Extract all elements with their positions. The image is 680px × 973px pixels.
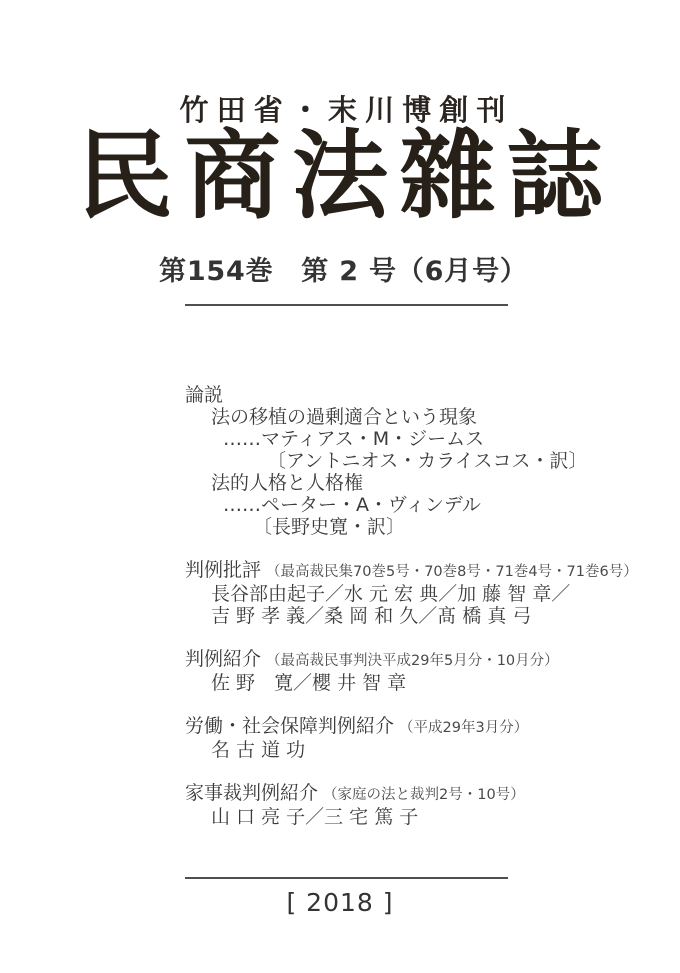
toc-article-title-text: 法的人格と人格権 bbox=[211, 472, 364, 494]
toc-author-line bbox=[185, 806, 585, 828]
toc-section-ronsetsu bbox=[185, 384, 585, 406]
toc-section-kaji-saibanrei bbox=[185, 782, 585, 806]
journal-title: 民商法雜誌 bbox=[76, 119, 615, 232]
toc-author-text: 名 古 道 功 bbox=[211, 739, 306, 761]
toc-author-line bbox=[185, 739, 585, 761]
publication-year: [ 2018 ] bbox=[286, 888, 394, 917]
toc-author-text: 吉 野 孝 義／桑 岡 和 久／髙 橋 真 弓 bbox=[211, 605, 532, 627]
toc-section-label: 論説 bbox=[185, 384, 224, 406]
issue-volume-number: 第154巻 第 2 号（6月号） bbox=[159, 256, 528, 287]
toc-section-label: 家事裁判例紹介 bbox=[185, 782, 319, 804]
toc-author-text: ……ペーター・A・ヴィンデル bbox=[223, 494, 481, 516]
table-of-contents bbox=[185, 384, 638, 828]
toc-article-title bbox=[185, 472, 585, 494]
toc-author-line bbox=[185, 494, 585, 516]
toc-author-line bbox=[185, 672, 585, 694]
divider-bottom bbox=[185, 877, 508, 879]
toc-author-text: 佐 野 寛／櫻 井 智 章 bbox=[211, 672, 407, 694]
toc-section-note: （平成29年3月分） bbox=[399, 720, 529, 736]
toc-author-line bbox=[185, 583, 585, 605]
toc-article-title bbox=[185, 406, 585, 428]
toc-author-line bbox=[185, 428, 585, 450]
toc-translator-line bbox=[185, 450, 588, 472]
founders-line: 竹田省・末川博創刊 bbox=[179, 93, 514, 127]
toc-translator-line bbox=[185, 516, 585, 538]
toc-author-text: ……マティアス・M・ジームス bbox=[223, 428, 485, 450]
toc-section-note: （最高裁民事判決平成29年5月分・10月分） bbox=[266, 653, 559, 669]
toc-section-label: 判例紹介 bbox=[185, 648, 262, 670]
toc-section-hanrei-hihyo bbox=[185, 559, 638, 583]
toc-section-note: （最高裁民集70巻5号・70巻8号・71巻4号・71巻6号） bbox=[266, 564, 638, 580]
divider-top bbox=[185, 304, 508, 306]
toc-section-label: 労働・社会保障判例紹介 bbox=[185, 715, 395, 737]
toc-article-title-text: 法の移植の過剰適合という現象 bbox=[211, 406, 478, 428]
toc-section-label: 判例批評 bbox=[185, 559, 262, 581]
toc-section-hanrei-shokai bbox=[185, 648, 585, 672]
toc-author-text: 長谷部由起子／水 元 宏 典／加 藤 智 章／ bbox=[211, 583, 571, 605]
toc-section-note: （家庭の法と裁判2号・10号） bbox=[323, 787, 525, 803]
toc-author-line bbox=[185, 605, 585, 627]
toc-translator-text: 〔長野史寛・訳〕 bbox=[253, 516, 406, 538]
toc-translator-text: 〔アントニオス・カライスコス・訳〕 bbox=[267, 450, 588, 472]
toc-section-rodo-shakai-hosho bbox=[185, 715, 585, 739]
toc-author-text: 山 口 亮 子／三 宅 篤 子 bbox=[211, 806, 419, 828]
